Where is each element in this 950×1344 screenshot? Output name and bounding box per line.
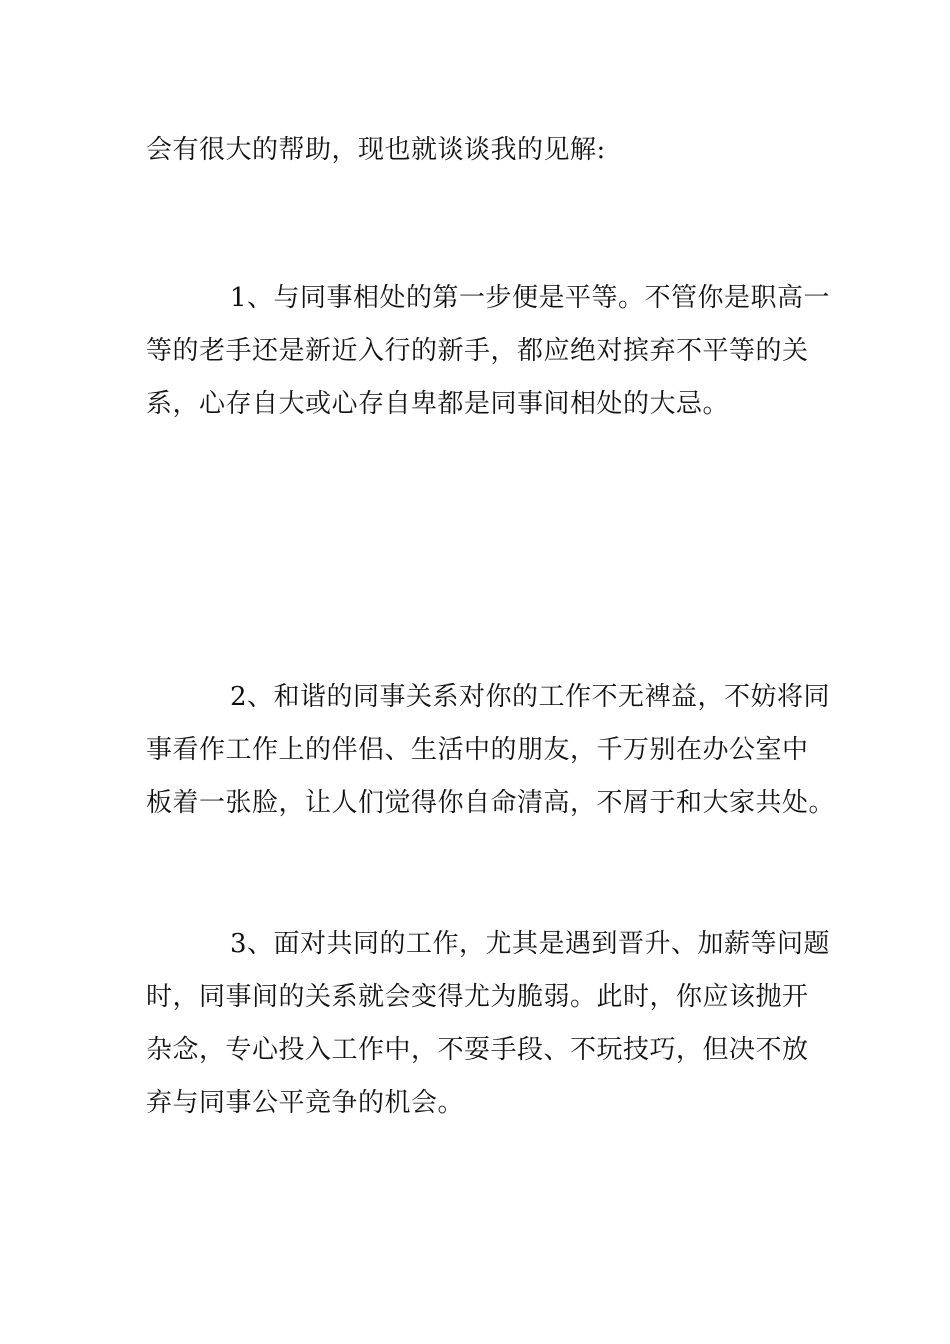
paragraph-line: 会有很大的帮助，现也就谈谈我的见解: <box>146 135 606 165</box>
paragraph-line: 3、面对共同的工作，尤其是遇到晋升、加薪等问题 <box>230 929 831 959</box>
paragraph-line: 1、与同事相处的第一步便是平等。不管你是职高一 <box>230 283 831 313</box>
point-3-paragraph <box>146 918 831 1130</box>
paragraph-line: 杂念，专心投入工作中，不耍手段、不玩技巧，但决不放 <box>146 1035 809 1065</box>
paragraph-line: 弃与同事公平竞争的机会。 <box>146 1088 465 1118</box>
paragraph-line: 事看作工作上的伴侣、生活中的朋友，千万别在办公室中 <box>146 735 809 765</box>
paragraph-line: 系，心存自大或心存自卑都是同事间相处的大忌。 <box>146 389 730 419</box>
paragraph-line: 等的老手还是新近入行的新手，都应绝对摈弃不平等的关 <box>146 336 809 366</box>
point-1-paragraph <box>146 272 831 431</box>
intro-paragraph <box>146 124 806 177</box>
point-2-paragraph <box>146 671 836 830</box>
paragraph-line: 时，同事间的关系就会变得尤为脆弱。此时，你应该抛开 <box>146 982 809 1012</box>
paragraph-line: 板着一张脸，让人们觉得你自命清高，不屑于和大家共处。 <box>146 788 836 818</box>
paragraph-line: 2、和谐的同事关系对你的工作不无裨益，不妨将同 <box>230 682 831 712</box>
